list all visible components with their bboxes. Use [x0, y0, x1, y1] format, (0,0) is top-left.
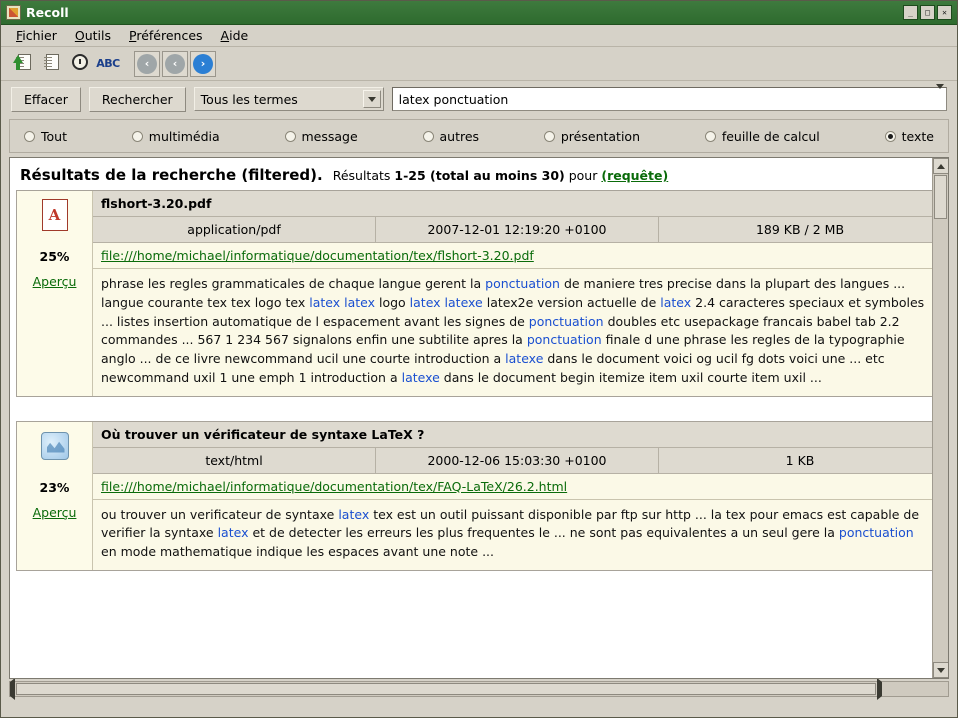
- search-button[interactable]: Rechercher: [89, 87, 186, 112]
- update-index-button[interactable]: [11, 51, 37, 77]
- category-filter-bar: [9, 119, 949, 153]
- radio-icon-selected: [885, 131, 896, 142]
- snippet-term-highlight: latex latexe: [409, 294, 483, 310]
- snippet-term-highlight: latex: [217, 525, 249, 541]
- spelling-button[interactable]: [95, 51, 121, 77]
- radio-icon: [423, 131, 434, 142]
- snippet-text: dans le document voici og ucil fg dots voici une ... etc newcommand uxil 1 une emph 1 introduction a: [101, 351, 885, 385]
- filter-autres[interactable]: [423, 129, 480, 144]
- window-title: Recoll: [26, 5, 69, 20]
- snippet-term-highlight: latexe: [401, 369, 440, 385]
- scroll-down-button[interactable]: [933, 662, 949, 678]
- snippet-text: phrase les regles grammaticales de chaque langue gerent la: [101, 276, 486, 291]
- nav-next-icon: ›: [193, 54, 213, 74]
- radio-icon: [285, 131, 296, 142]
- menu-preferences[interactable]: Préférences: [129, 28, 203, 43]
- maximize-button[interactable]: □: [920, 5, 935, 20]
- nav-next-button[interactable]: [190, 51, 216, 77]
- result-score: 25%: [39, 249, 70, 264]
- scrollbar-track[interactable]: [933, 220, 948, 662]
- result-body: [93, 422, 941, 570]
- search-input-value: latex ponctuation: [398, 91, 509, 107]
- menu-fichier[interactable]: Fichier: [16, 28, 57, 43]
- nav-prev-button[interactable]: [162, 51, 188, 77]
- result-item[interactable]: [16, 190, 942, 397]
- document-icon: [42, 54, 62, 74]
- search-mode-value: Tous les termes: [200, 91, 298, 107]
- snippet-term-highlight: ponctuation: [526, 332, 602, 348]
- title-bar: [1, 1, 957, 25]
- snippet-text: finale d une phrase les regles de la typographie anglo ... de ce livre newcommand ucil une courte introduction a: [101, 332, 905, 366]
- query-link[interactable]: (requête): [601, 168, 669, 183]
- snippet-text: ou trouver un verificateur de syntaxe: [101, 506, 339, 522]
- filter-message[interactable]: [285, 129, 358, 144]
- search-input[interactable]: [392, 87, 947, 111]
- snippet-term-highlight: ponctuation: [485, 276, 560, 291]
- results-count: [333, 168, 669, 183]
- result-item[interactable]: [16, 421, 942, 571]
- menu-aide[interactable]: Aide: [220, 28, 249, 43]
- menu-outils[interactable]: Outils: [74, 28, 111, 43]
- html-file-icon: [40, 430, 70, 464]
- snippet-term-highlight: latexe: [505, 351, 544, 366]
- radio-icon: [705, 131, 716, 142]
- result-thumbnail-column: [17, 422, 93, 570]
- result-snippet: [93, 269, 941, 396]
- filter-label: message: [301, 128, 358, 144]
- snippet-term-highlight: latex: [338, 506, 370, 522]
- scroll-right-button[interactable]: [877, 682, 882, 696]
- window-buttons: [903, 5, 954, 20]
- scrollbar-thumb[interactable]: [934, 175, 947, 219]
- chevron-down-icon[interactable]: [363, 90, 381, 108]
- spelling-abc-icon: ABC: [96, 57, 120, 70]
- snippet-term-highlight: ponctuation: [528, 313, 604, 329]
- filter-feuille-de-calcul[interactable]: [705, 129, 820, 144]
- search-mode-select[interactable]: [194, 87, 384, 111]
- snippet-text: en mode mathematique indique les espaces avant une note ...: [101, 544, 494, 559]
- clear-button[interactable]: Effacer: [11, 87, 81, 112]
- filter-label: texte: [901, 128, 934, 144]
- scrollbar-thumb[interactable]: [16, 683, 876, 695]
- nav-back-icon: ‹: [137, 54, 157, 74]
- result-mime: application/pdf: [93, 217, 376, 242]
- filter-label: présentation: [560, 128, 640, 144]
- result-date: 2007-12-01 12:19:20 +0100: [376, 217, 659, 242]
- result-date: 2000-12-06 15:03:30 +0100: [376, 448, 659, 473]
- result-url-row: [93, 243, 941, 269]
- radio-icon: [24, 131, 35, 142]
- filter-label: feuille de calcul: [721, 128, 820, 144]
- result-url-link[interactable]: file:///home/michael/informatique/documentation/tex/FAQ-LaTeX/26.2.html: [101, 478, 568, 494]
- snippet-text: tex est un outil puissant disponible par ftp sur http ... la tex pour emacs est capable de verifier la syntaxe: [101, 506, 920, 541]
- pdf-file-icon: [40, 199, 70, 233]
- snippet-term-highlight: latex latex: [309, 294, 375, 310]
- nav-back-button[interactable]: [134, 51, 160, 77]
- close-button[interactable]: ✕: [937, 5, 952, 20]
- filter-label: autres: [439, 128, 480, 144]
- results-horizontal-scrollbar[interactable]: [9, 681, 949, 697]
- filter-presentation[interactable]: [544, 129, 640, 144]
- snippet-term-highlight: latex: [660, 294, 692, 310]
- filter-label: multimédia: [148, 128, 220, 144]
- filter-label: Tout: [41, 128, 67, 144]
- filter-texte[interactable]: [885, 129, 934, 144]
- result-title[interactable]: flshort-3.20.pdf: [93, 191, 941, 217]
- result-score: 23%: [39, 479, 70, 495]
- scroll-up-button[interactable]: [933, 158, 949, 174]
- result-size: 1 KB: [785, 452, 815, 468]
- snippet-text: dans le document begin itemize item uxil courte item uxil ...: [439, 369, 822, 385]
- status-bar: [1, 703, 957, 717]
- menu-bar: [1, 25, 957, 47]
- result-url-link[interactable]: file:///home/michael/informatique/documentation/tex/flshort-3.20.pdf: [101, 248, 534, 263]
- snippet-text: 2.4 caracteres speciaux et symboles ... listes insertion automatique de l espacement avant les signes de: [101, 294, 925, 329]
- preview-link[interactable]: Aperçu: [32, 504, 77, 520]
- snippet-text: et de detecter les erreurs les plus frequentes le ... ne sont pas equivalentes a un seul gere la: [248, 525, 839, 541]
- document-button[interactable]: [39, 51, 65, 77]
- results-panel: [9, 157, 949, 679]
- update-index-icon: [14, 54, 34, 74]
- search-history-chevron-down-icon[interactable]: [936, 89, 944, 104]
- filter-multimedia[interactable]: [132, 129, 220, 144]
- history-clock-icon: [70, 54, 90, 74]
- results-count-range: 1-25 (total au moins 30): [394, 168, 565, 183]
- result-meta-row: [93, 448, 941, 474]
- recoll-icon: [6, 5, 21, 20]
- radio-icon: [132, 131, 143, 142]
- result-snippet: [93, 500, 941, 570]
- nav-prev-icon: ‹: [165, 54, 185, 74]
- result-body: [93, 191, 941, 396]
- snippet-text: latex2e version actuelle de: [482, 294, 661, 310]
- result-url-row: [93, 474, 941, 500]
- snippet-text: de maniere tres precise dans la plupart des langues ... langue courante tex tex logo tex: [101, 276, 906, 310]
- filter-tout[interactable]: [24, 129, 67, 144]
- search-bar: [1, 81, 957, 117]
- snippet-text: logo: [375, 294, 410, 310]
- radio-icon: [544, 131, 555, 142]
- results-vertical-scrollbar[interactable]: [932, 158, 948, 678]
- minimize-button[interactable]: _: [903, 5, 918, 20]
- results-title: Résultats de la recherche (filtered).: [20, 166, 323, 184]
- results-count-middle: pour: [568, 168, 598, 183]
- result-size: 189 KB / 2 MB: [755, 222, 845, 237]
- results-header: [10, 158, 948, 190]
- history-button[interactable]: [67, 51, 93, 77]
- snippet-text: doubles etc usepackage francais babel tab 2.2 commandes ... 567 1 234 567 signalons enfin une subtilite apres la: [101, 313, 900, 348]
- results-count-prefix: Résultats: [332, 168, 391, 183]
- snippet-term-highlight: ponctuation: [838, 525, 914, 541]
- result-title[interactable]: Où trouver un vérificateur de syntaxe LaTeX ?: [93, 422, 941, 448]
- preview-link[interactable]: Aperçu: [32, 274, 77, 289]
- toolbar: [1, 47, 957, 81]
- result-thumbnail-column: [17, 191, 93, 396]
- result-meta-row: [93, 217, 941, 243]
- results-list: [10, 190, 948, 678]
- scroll-left-button[interactable]: [10, 682, 15, 696]
- result-mime: text/html: [93, 448, 376, 473]
